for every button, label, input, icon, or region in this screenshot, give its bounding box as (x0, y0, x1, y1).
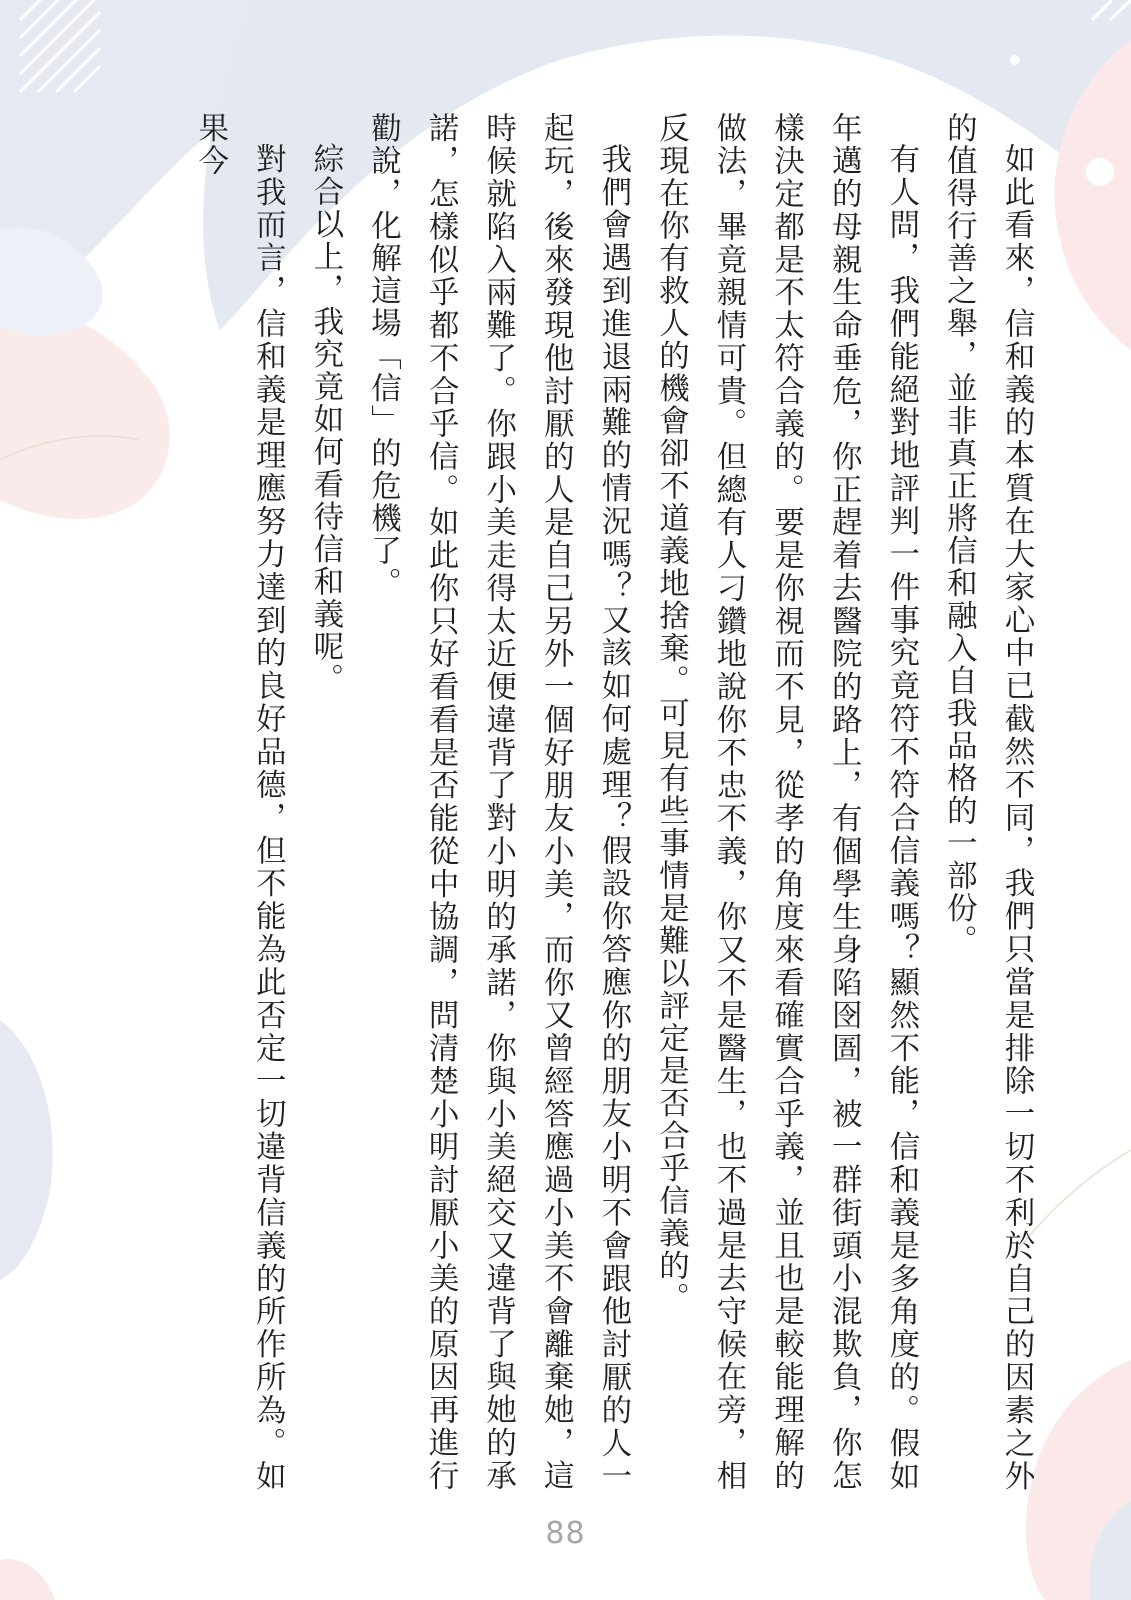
white-dot-small (1010, 55, 1020, 65)
white-dot-top-right (1086, 158, 1114, 186)
vertical-text-body (181, 112, 1045, 1492)
paragraph-5: 對我而言，信和義是理應努力達到的良好品德，但不能為此否定一切違背信義的所作所為。如果今 (192, 112, 286, 1492)
paragraph-1: 如此看來，信和義的本質在大家心中已截然不同，我們只當是排除一切不利於自己的因素之外的值得行善之舉，並非真正將信和融入自我品格的一部份。 (941, 112, 1034, 1492)
paragraph-4: 綜合以上，我究竟如何看待信和義呢。 (307, 142, 343, 695)
page-number: 88 (545, 1516, 586, 1551)
paragraph-2: 有人問，我們能絕對地評判一件事究竟符不符合信義嗎？顯然不能，信和義是多角度的。假如年邁的母親生命垂危，你正趕着去醫院的路上，有個學生身陷囹圄，被一群街頭小混欺負，你怎樣決定都是不太符合義的。要是你視而不見，從孝的角度來看確實合乎義，並且也是較能理解的做法，畢竟親情可貴。但總有人刁鑽地說你不忠不義，你又不是醫生，也不過是去守候在旁，相反現在你有救人的機會卻不道義地捨棄。可見有些事情是難以評定是否合乎信義的。 (653, 112, 919, 1492)
pink-blob-bottom-left (0, 1559, 55, 1600)
pink-blob-left (0, 314, 170, 519)
blue-blob-left-bottom (0, 1020, 53, 1280)
paragraph-3: 我們會遇到進退兩難的情況嗎？又該如何處理？假設你答應你的朋友小明不會跟他討厭的人一起玩，後來發現他討厭的人是自己另外一個好朋友小美，而你又曾經答應過小美不會離棄她，這時候就陷入兩難了。你跟小美走得太近便違背了對小明的承諾，你與小美絕交又違背了與她的承諾，怎樣似乎都不合乎信。如此你只好看看是否能從中協調，問清楚小明討厭小美的原因再進行勸說，化解這場「信」的危機了。 (365, 112, 631, 1492)
